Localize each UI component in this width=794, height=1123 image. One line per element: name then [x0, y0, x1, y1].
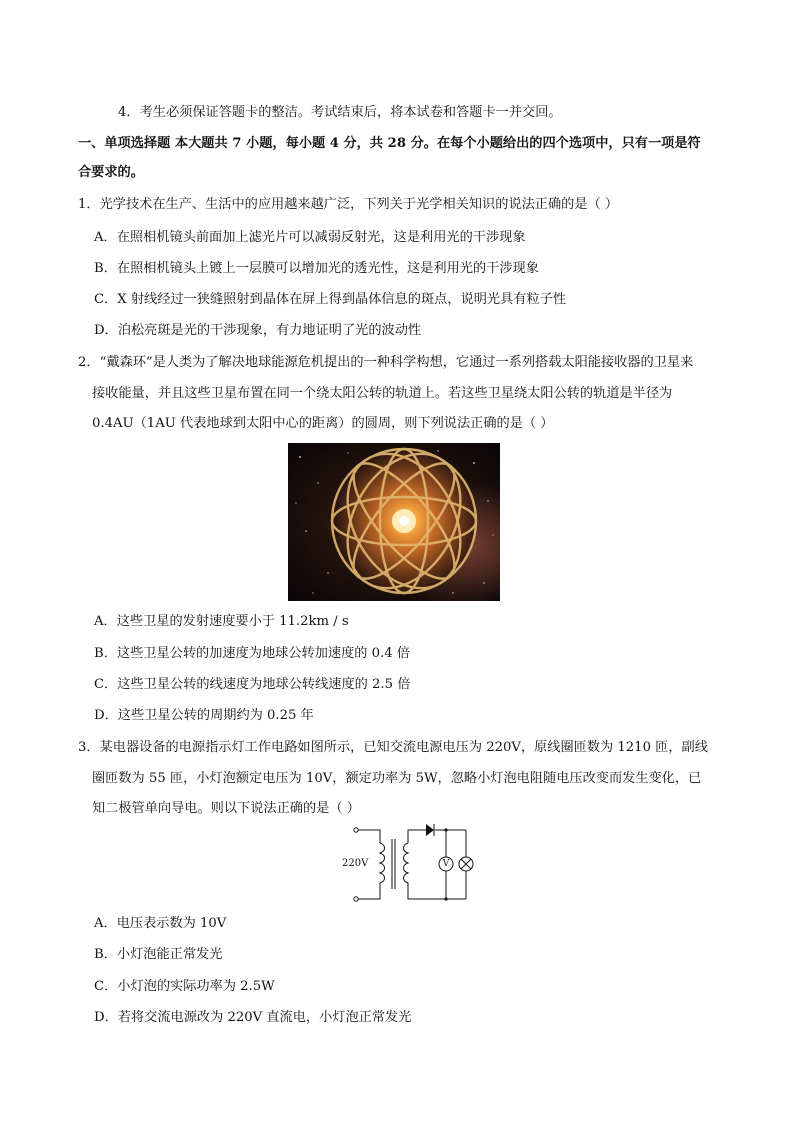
- q3-option-d: D．若将交流电源改为 220V 直流电，小灯泡正常发光: [94, 1010, 412, 1025]
- q2-option-a: A．这些卫星的发射速度要小于 11.2km / s: [94, 614, 349, 629]
- circuit-source-label: 220V: [342, 858, 369, 869]
- section-heading-cont: 合要求的。: [78, 165, 144, 180]
- q2-option-b: B．这些卫星公转的加速度为地球公转加速度的 0.4 倍: [94, 646, 410, 661]
- q1-option-a: A．在照相机镜头前面加上滤光片可以减弱反射光，这是利用光的干涉现象: [94, 230, 526, 245]
- section-heading: 一、单项选择题 本大题共 7 小题，每小题 4 分，共 28 分。在每个小题给出的四个选项中，只有一项是符: [78, 136, 701, 151]
- q2-stem-3: 0.4AU（1AU 代表地球到太阳中心的距离）的圆周，则下列说法正确的是（ ）: [92, 416, 554, 431]
- q1-option-b: B．在照相机镜头上镀上一层膜可以增加光的透光性，这是利用光的干涉现象: [94, 261, 539, 276]
- q2-stem-2: 接收能量，并且这些卫星布置在同一个绕太阳公转的轨道上。若这些卫星绕太阳公转的轨道是半径为: [92, 386, 673, 401]
- q3-stem-1: 3．某电器设备的电源指示灯工作电路如图所示，已知交流电源电压为 220V，原线圈匝数为 1210 匝，副线: [78, 740, 708, 755]
- q3-stem-2: 圈匝数为 55 匝，小灯泡额定电压为 10V，额定功率为 5W，忽略小灯泡电阻随电压改变而发生变化，已: [92, 771, 702, 786]
- q1-stem: 1．光学技术在生产、生活中的应用越来越广泛，下列关于光学相关知识的说法正确的是（ ）: [78, 197, 619, 212]
- q2-option-c: C．这些卫星公转的线速度为地球公转线速度的 2.5 倍: [94, 677, 411, 692]
- q3-option-a: A．电压表示数为 10V: [94, 916, 227, 931]
- notice-item-4: 4．考生必须保证答题卡的整洁。考试结束后，将本试卷和答题卡一并交回。: [118, 105, 562, 120]
- q2-option-d: D．这些卫星公转的周期约为 0.25 年: [94, 708, 314, 723]
- q1-option-d: D．泊松亮斑是光的干涉现象，有力地证明了光的波动性: [94, 323, 422, 338]
- dyson-ring-image: [288, 443, 500, 601]
- q2-stem-1: 2．“戴森环”是人类为了解决地球能源危机提出的一种科学构想，它通过一系列搭载太阳能接收器的卫星来: [78, 355, 694, 370]
- q3-stem-3: 知二极管单向导电。则以下说法正确的是（ ）: [92, 801, 360, 816]
- circuit-diagram: [340, 823, 474, 905]
- q1-option-c: C．X 射线经过一狭缝照射到晶体在屏上得到晶体信息的斑点，说明光具有粒子性: [94, 292, 567, 307]
- q3-option-b: B．小灯泡能正常发光: [94, 947, 223, 962]
- q3-option-c: C．小灯泡的实际功率为 2.5W: [94, 979, 275, 994]
- voltmeter-symbol: V: [442, 859, 450, 869]
